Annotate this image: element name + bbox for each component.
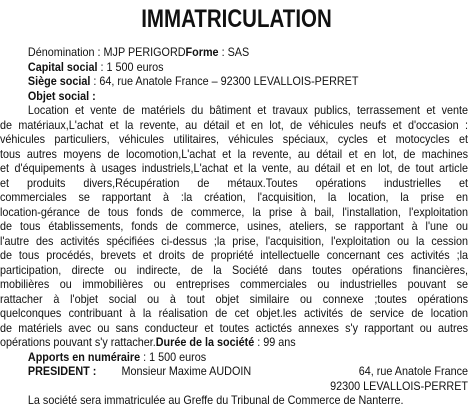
duree-value: : 99 ans [254, 335, 296, 349]
objet-line: de matériaux,L'achat et la revente, au détail et en lot, de véhicules neufs et d'occasion : [0, 117, 468, 132]
apports-label: Apports en numéraire [27, 349, 141, 364]
objet-line: et produits divers,Récupération de métaux.Toutes opérations industrielles et [0, 175, 468, 190]
capital-value: : 1 500 euros [97, 59, 164, 74]
president-address2: 92300 LEVALLOIS-PERRET [330, 378, 468, 393]
objet-line: location-gérance de tous fonds de commerce, la prise à bail, l'installation, l'exploitation [0, 204, 468, 219]
apports-line [0, 350, 426, 365]
objet-line: commerciales se rapportant à :la création, l'acquisition, la location, la prise en [0, 190, 468, 204]
president-line [0, 364, 468, 379]
objet-line: Location et vente de matériels du bâtiment et travaux publics, terrassement et vente [27, 103, 469, 117]
objet-line-last: opérations pouvant s'y rattacher. [0, 335, 156, 349]
denomination-label: Dénomination : [27, 45, 104, 59]
objet-line: et d'équipements à usages industriels,L'achat et la vente, au détail et en lot, de tout article [0, 161, 468, 175]
denomination-line [0, 45, 426, 60]
siege-line [0, 74, 426, 89]
footer-text: La société sera immatriculée au Greffe du Tribunal de Commerce de Nanterre. [27, 393, 404, 407]
president-address-line [0, 378, 468, 394]
denomination-value: MJP PERIGORD [103, 45, 186, 59]
capital-label: Capital social [27, 59, 98, 74]
capital-line [0, 60, 426, 75]
siege-value: : 64, rue Anatole France – 92300 LEVALLOIS-PERRET [90, 74, 359, 88]
objet-line: mobilières ou immobilières ou entreprises commerciales ou industrielles pouvant se [0, 277, 468, 291]
legal-notice [0, 4, 473, 415]
president-label: PRESIDENT : [27, 364, 97, 378]
objet-line: véhicules particuliers, véhicules utilitaires, véhicules spéciaux, cycles et motocycles et [0, 132, 468, 146]
objet-text-first [0, 103, 469, 118]
notice-title: IMMATRICULATION [141, 5, 332, 33]
objet-line: quelconques contribuant à la réalisation de cet objet.les activités de service de location [0, 306, 468, 320]
president-address1: 64, rue Anatole France [358, 364, 468, 378]
objet-text [0, 117, 468, 336]
forme-label: Forme [185, 45, 219, 59]
objet-line: participation, directe ou indirecte, de la Société dans toutes opérations financières, [0, 262, 468, 277]
siege-label: Siège social [27, 74, 91, 88]
objet-label: Objet social : [27, 88, 96, 103]
apports-value: : 1 500 euros [140, 349, 207, 364]
objet-line: l'autre des activités spécifiées ci-dessus ;la prise, l'acquisition, l'exploitation ou la cession [0, 233, 468, 248]
objet-line: de matériels avec ou sans conducteur et toutes actictés annexes s'y rapportant ou autres [0, 320, 468, 335]
objet-heading [0, 89, 426, 104]
forme-value: : SAS [218, 45, 250, 59]
objet-last-line [0, 335, 426, 350]
president-name: Monsieur Maxime AUDOIN [121, 364, 252, 378]
footer-line [0, 393, 426, 408]
duree-label: Durée de la société [155, 335, 255, 349]
objet-line: tous autres moyens de locomotion,L'achat et la revente, au détail et en lot, de machines [0, 146, 468, 161]
objet-line: rattacher à l'objet social ou à tout objet similaire ou connexe ;toutes opérations [0, 291, 468, 306]
objet-line: de tous procédés, brevets et droits de propriété intellectuelle concernant ces activités ;la [0, 248, 468, 262]
objet-line: de tous établissements, fonds de commerce, usines, ateliers, se rapportant à l'une ou [0, 219, 468, 233]
